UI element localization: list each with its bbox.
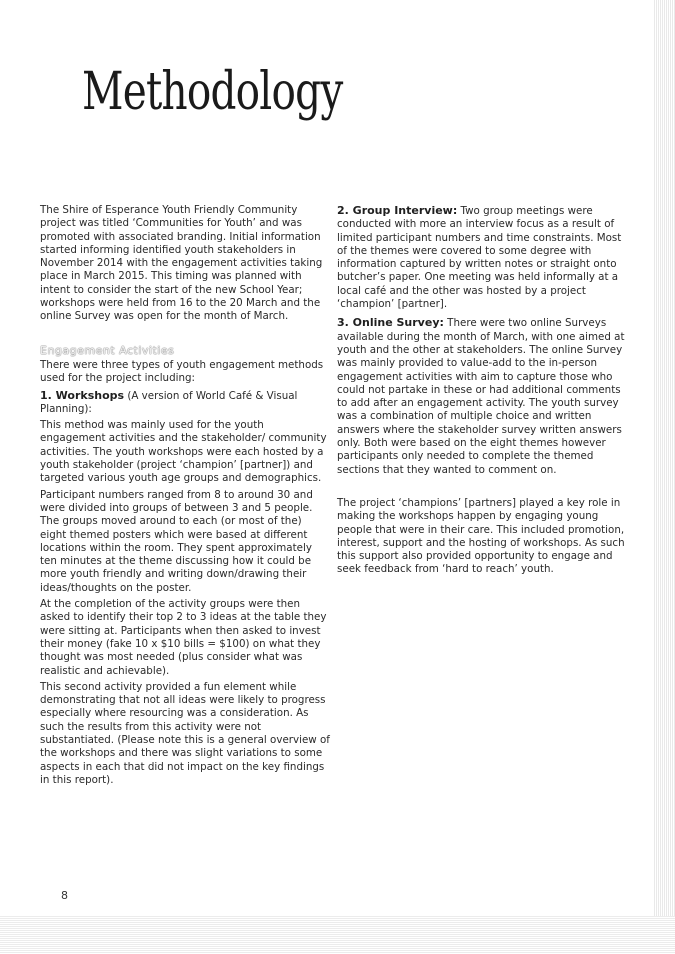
workshops-heading-paragraph bbox=[40, 389, 330, 417]
page-edge-shading bbox=[653, 0, 675, 954]
group-interview-text: Two group meetings were conducted with more an interview focus as a result of limited participant numbers and time constraints. Most of the themes were covered to some degree with information captured by written notes or straight onto butcher’s paper. One meeting was held informally at a local café and the other was hosted by a project ‘champion’ [partner]. bbox=[337, 205, 622, 311]
online-survey-text: There were two online Surveys available during the month of March, with one aimed at youth and the other at stakeholders. The online Survey was mainly provided to value-add to the in-person engagement activities with aim to capture those who could not partake in these or had additional comments to add after an engagement activity. The youth survey was a combination of multiple choice and written answers where the stakeholder survey written answers only. Both were based on the eight themes however participants only needed to complete the themed sections that they wanted to comment on. bbox=[337, 317, 625, 476]
online-survey-paragraph bbox=[337, 316, 629, 477]
page-title: Methodology bbox=[82, 62, 343, 122]
workshops-paragraph-4: This second activity provided a fun element while demonstrating that not all ideas were likely to progress especially where resourcing was a consideration. As such the results from this activity were not substantiated. (Please note this is a general overview of the workshops and there was slight variations to some aspects in each that did not impact on the key findings in this report). bbox=[40, 680, 330, 786]
workshops-paragraph-1: This method was mainly used for the youth engagement activities and the stakeholder/ community activities. The youth workshops were each hosted by a youth stakeholder (project ‘champion’ [partner]) and targeted various youth age groups and demographics. bbox=[40, 419, 327, 485]
intro-paragraph: The Shire of Esperance Youth Friendly Community project was titled ‘Communities for Youth’ and was promoted with associated branding. Initial information started informing identified youth stakeholders in November 2014 with the engagement activities taking place in March 2015. This timing was planned with intent to consider the start of the new School Year; workshops were held from 16 to the 20 March and the online Survey was open for the month of March. bbox=[40, 204, 323, 323]
workshops-paragraph-2: Participant numbers ranged from 8 to around 30 and were divided into groups of between 3 and 5 people. The groups moved around to each (or most of the) eight themed posters which were based at different locations within the room. They spent approximately ten minutes at the theme discussing how it could be more youth friendly and writing down/drawing their ideas/thoughts on the poster. bbox=[40, 488, 313, 594]
champions-paragraph: The project ‘champions’ [partners] played a key role in making the workshops happen by engaging young people that were in their care. This included promotion, interest, support and the hosting of workshops. As such this support also provided opportunity to engage and seek feedback from ‘hard to reach’ youth. bbox=[337, 496, 625, 576]
online-survey-label: 3. Online Survey: bbox=[337, 316, 444, 330]
group-interview-label: 2. Group Interview: bbox=[337, 204, 458, 217]
page-number: 8 bbox=[61, 889, 68, 902]
engagement-activities-heading: Engagement Activities bbox=[40, 343, 175, 357]
left-column bbox=[40, 204, 330, 790]
workshops-label: 1. Workshops bbox=[40, 388, 125, 402]
group-interview-paragraph bbox=[337, 204, 629, 311]
workshops-subtitle: (A version of World Café & Visual Planning): bbox=[40, 389, 298, 415]
page-bottom-shading bbox=[0, 916, 675, 954]
right-column bbox=[337, 204, 629, 580]
workshops-paragraph-3: At the completion of the activity groups were then asked to identify their top 2 to 3 ideas at the table they were sitting at. Participants when then asked to invest their money (fake 10 x $10 bills = $100) on what they thought was most needed (plus consider what was realistic and achievable). bbox=[40, 598, 327, 677]
methods-paragraph: There were three types of youth engagement methods used for the project including: bbox=[40, 358, 324, 385]
